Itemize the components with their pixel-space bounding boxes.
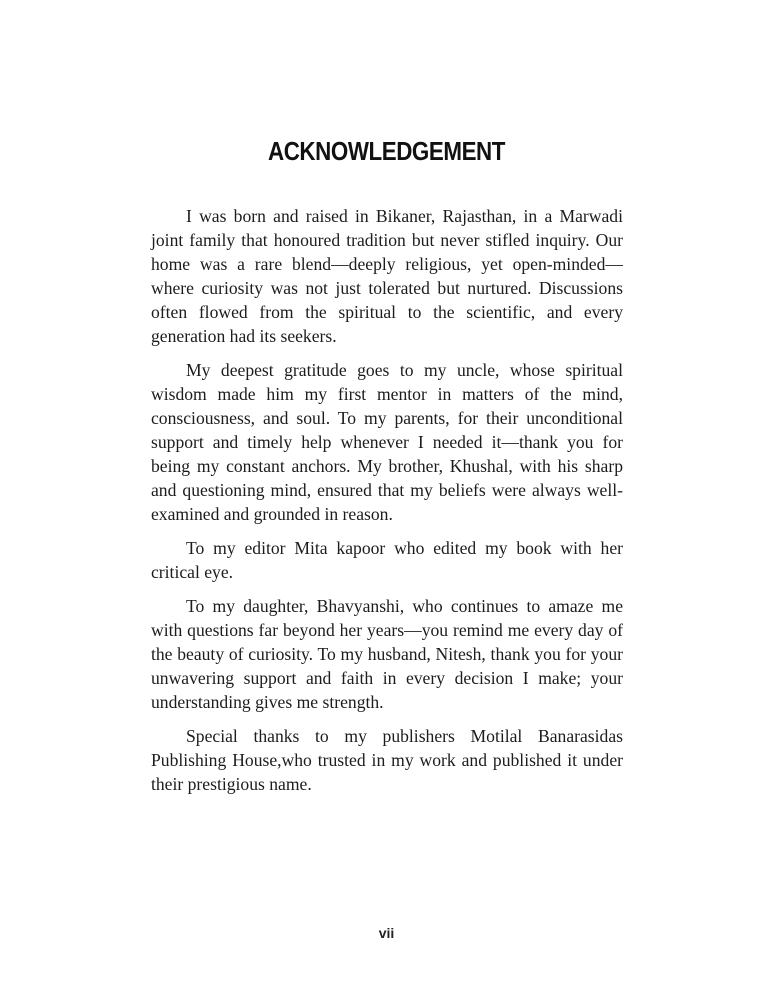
paragraph-publishers: Special thanks to my publishers Motilal Banarasidas Publishing House,who trusted in my work and published it under their prestigious name. <box>151 726 623 794</box>
paragraph-upbringing: I was born and raised in Bikaner, Rajasthan, in a Marwadi joint family that honoured tradition but never stifled inquiry. Our home was a rare blend—deeply religious, yet open-minded—where curiosity was not just tolerated but nurtured. Discussions often flowed from the spiritual to the scientific, and every generation had its seekers. <box>151 206 623 346</box>
paragraph-daughter-husband: To my daughter, Bhavyanshi, who continues to amaze me with questions far beyond her years—you remind me every day of the beauty of curiosity. To my husband, Nitesh, thank you for your unwavering support and faith in every decision I make; your understanding gives me strength. <box>151 596 623 712</box>
paragraph-editor: To my editor Mita kapoor who edited my book with her critical eye. <box>151 538 623 582</box>
page-number: vii <box>378 925 395 941</box>
acknowledgement-body <box>151 204 623 806</box>
paragraph-family-gratitude: My deepest gratitude goes to my uncle, whose spiritual wisdom made him my first mentor in matters of the mind, consciousness, and soul. To my parents, for their unconditional support and timely help whenever I needed it—thank you for being my constant anchors. My brother, Khushal, with his sharp and questioning mind, ensured that my beliefs were always well-examined and grounded in reason. <box>151 360 623 524</box>
page-title: ACKNOWLEDGEMENT <box>267 136 506 166</box>
